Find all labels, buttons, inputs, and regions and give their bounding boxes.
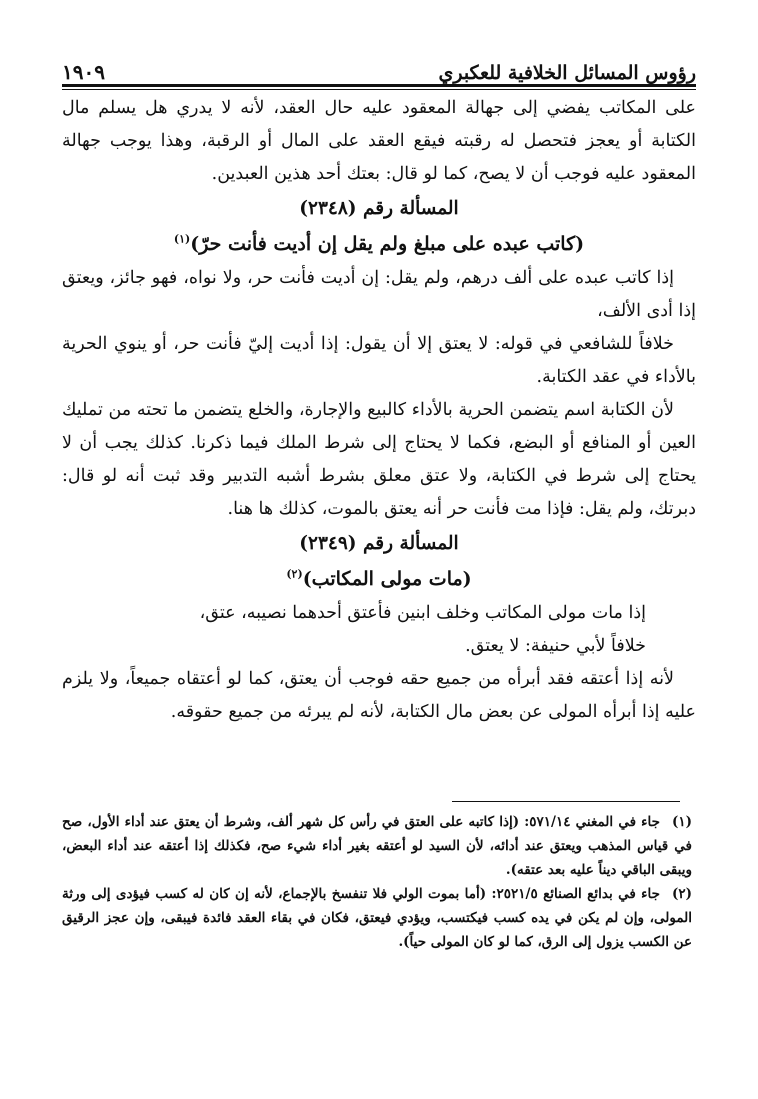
issue-heading-2348: المسألة رقم (٢٣٤٨)	[299, 198, 459, 219]
footnote-2	[62, 882, 692, 954]
book-title: رؤوس المسائل الخلافية للعكبري	[438, 62, 696, 84]
footnote-mark-1: (١)	[173, 232, 191, 246]
footnote-label: (١)	[671, 814, 692, 830]
paragraph-dissent: خلافاً للشافعي في قوله: لا يعتق إلا أن يقول: إذا أديت إليّ فأنت حر، أو ينوي الحرية بالأداء في عقد الكتابة.	[62, 334, 696, 387]
footnotes	[62, 810, 692, 954]
footnote-label: (٢)	[671, 886, 692, 902]
issue-heading-2349: المسألة رقم (٢٣٤٩)	[299, 533, 459, 554]
paragraph-reasoning: لأنه إذا أعتقه فقد أبرأه من جميع حقه فوجب أن يعتق، كما لو أعتقاه جميعاً، ولا يلزم عليه إذا أبرأه المولى عن بعض مال الكتابة، لأنه لم يبرئه من جميع حقوقه.	[62, 669, 696, 722]
footnote-text: جاء في المغني ٥٧١/١٤: (إذا كاتبه على العتق في رأس كل شهر ألف، وشرط أن يعتق عند أداء الأول، صح في قياس المذهب ويعتق عند أدائه، لأن السيد لو أعتقه بغير أداء شيء صح، فكذلك إذا أعتقه عند أداء البعض، ويبقى الباقي ديناً عليه بعد عتقه).	[62, 814, 692, 878]
running-header	[62, 48, 696, 84]
footnote-1	[62, 810, 692, 882]
issue-subtitle-text: (كاتب عبده على مبلغ ولم يقل إن أديت فأنت حرّ)	[190, 233, 585, 255]
page-number: ١٩٠٩	[62, 60, 105, 84]
footnote-separator	[452, 801, 680, 802]
issue-subtitle-2348	[62, 226, 696, 262]
footnote-mark-2: (٢)	[286, 567, 303, 581]
paragraph-ruling: إذا كاتب عبده على ألف درهم، ولم يقل: إن أديت فأنت حر، ولا نواه، فهو جائز، ويعتق إذا أدى الألف،	[62, 268, 696, 321]
footnote-text: جاء في بدائع الصنائع ٢٥٢١/٥: (أما بموت الولي فلا تنفسخ بالإجماع، لأنه إن كان له كسب فيؤدى إلى ورثة المولى، وإن لم يكن في يده كسب فيكتسب، ويؤدي فيعتق، فكان في بقاء العقد فائدة فيبقى، وإن عجز الرقيق عن الكسب يزول إلى الرق، كما لو كان المولى حياً).	[62, 886, 692, 950]
paragraph-continuation: على المكاتب يفضي إلى جهالة المعقود عليه حال العقد، لأنه لا يدري هل يسلم مال الكتابة أو يعجز فتحصل له رقبته فيقع العقد على المال أو الرقبة، وهذا يوجب جهالة المعقود عليه فوجب أن لا يصح، كما لو قال: بعتك أحد هذين العبدين.	[62, 98, 696, 184]
issue-subtitle-2349	[62, 561, 696, 597]
header-rule	[62, 84, 696, 90]
paragraph-dissent: خلافاً لأبي حنيفة: لا يعتق.	[465, 636, 646, 656]
main-text	[62, 92, 696, 729]
paragraph-ruling: إذا مات مولى المكاتب وخلف ابنين فأعتق أحدهما نصيبه، عتق،	[199, 603, 646, 623]
paragraph-reasoning: لأن الكتابة اسم يتضمن الحرية بالأداء كالبيع والإجارة، والخلع يتضمن ما تحته من تمليك العين أو المنافع أو البضع، فكما لا يحتاج إلى شرط الملك فيما ذكرنا. كذلك يجب أن لا يحتاج إلى شرط في الكتابة، ولا عتق معلق بشرط أشبه التدبير وقد ثبت أنه لو قال: دبرتك، ولم يقل: فإذا مت فأنت حر أنه يعتق بالموت، كذلك ها هنا.	[62, 400, 696, 519]
issue-subtitle-text: (مات مولى المكاتب)	[302, 568, 472, 590]
